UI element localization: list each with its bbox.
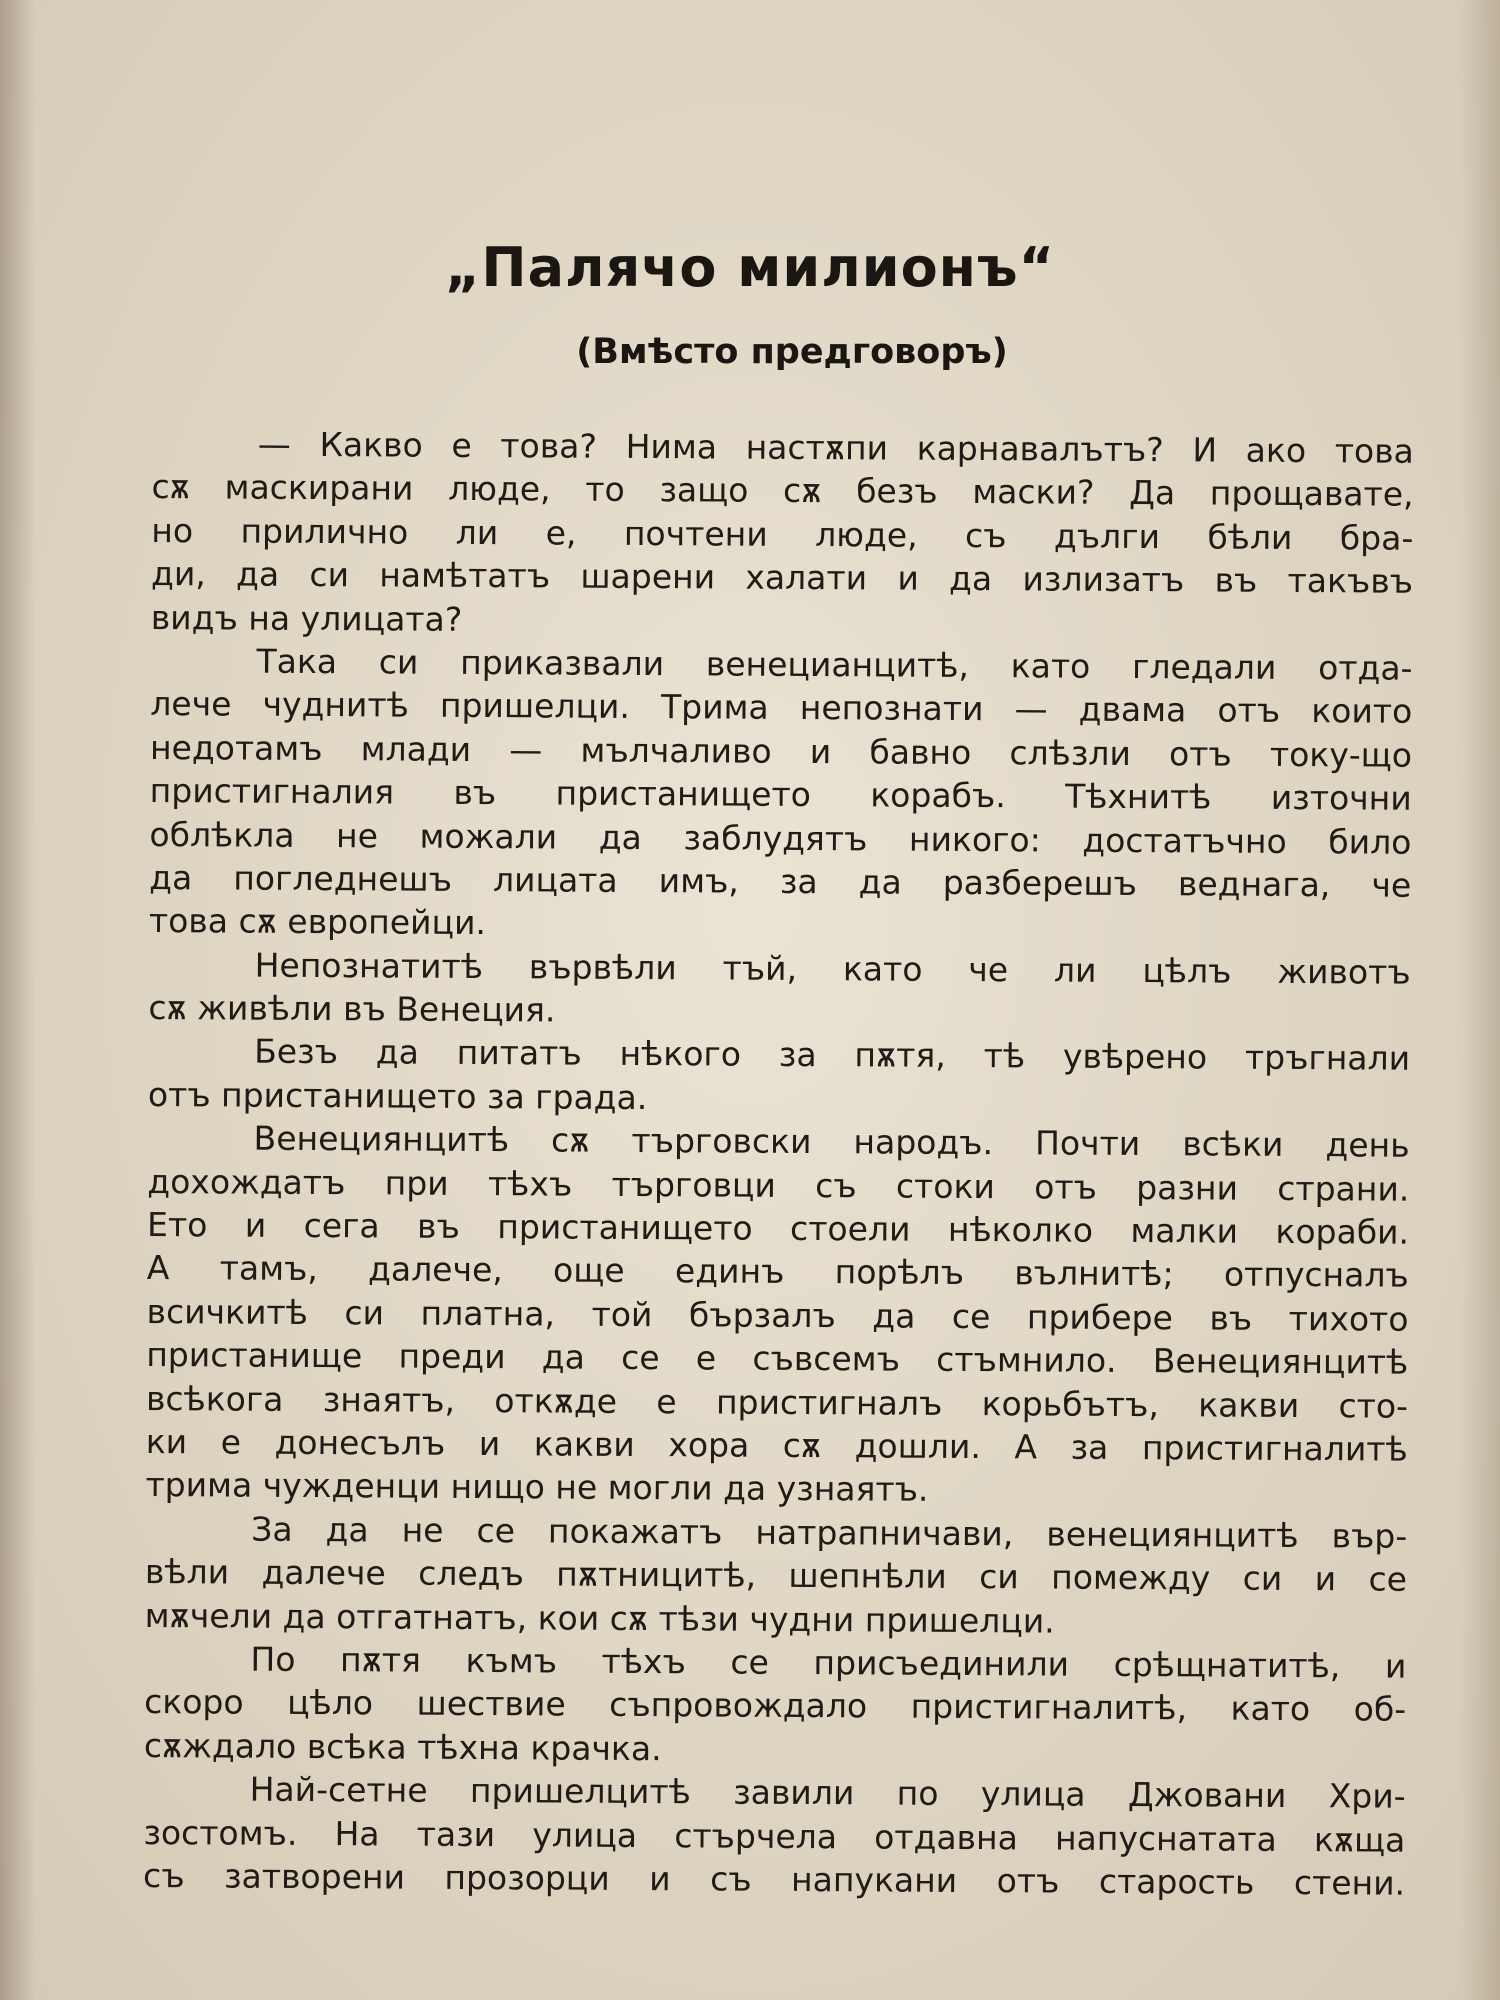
text-line: Ето и сега въ пристанището стоели нѣколко малки кораби. — [146, 1205, 1410, 1252]
page-edge-shadow — [1460, 0, 1500, 2000]
text-line: — Какво е това? Нима настѫпи карнавалътъ? И ако това — [257, 424, 1414, 471]
text-line: сѫждало всѣка тѣхна крачка. — [143, 1725, 662, 1768]
text-line: Така си приказвали венецианцитѣ, като гледали отда- — [256, 641, 1413, 688]
text-line: Безъ да питатъ нѣкого за пѫтя, тѣ увѣрено тръгнали — [254, 1032, 1411, 1079]
text-line: вѣли далече следъ пѫтницитѣ, шепнѣли си помежду си и се — [144, 1552, 1408, 1599]
text-line: сѫ живѣли въ Венеция. — [148, 988, 556, 1030]
text-line: скоро цѣло шествие съпровождало пристигналитѣ, като об- — [144, 1682, 1407, 1730]
body-text — [143, 422, 1414, 1905]
page-gutter-shadow — [0, 0, 36, 2000]
chapter-subtitle: (Вмѣсто предговоръ) — [576, 332, 1008, 372]
text-line: лече чуднитѣ пришелци. Трима непознати — двама отъ които — [150, 684, 1413, 732]
text-line: сѫ маскирани люде, то защо сѫ безъ маски? Да прощавате, — [151, 467, 1414, 515]
text-line: видъ на улицата? — [150, 597, 463, 639]
text-line: По пѫтя къмъ тѣхъ се присъединили срѣщнатитѣ, и — [250, 1639, 1407, 1686]
text-line: съ затворени прозорци и съ напукани отъ старость стени. — [143, 1855, 1406, 1903]
text-line: облѣкла не можали да заблудятъ никого: достатъчно било — [149, 814, 1412, 862]
text-line: пристигналия въ пристанището корабъ. Тѣхнитѣ източни — [149, 771, 1412, 818]
text-line: но прилично ли е, почтени люде, съ дълги бѣли бра- — [151, 510, 1414, 558]
text-line: ди, да си намѣтатъ шарени халати и да излизатъ въ такъвъ — [150, 554, 1414, 601]
text-line: Венециянцитѣ сѫ търговски народъ. Почти всѣки день — [253, 1118, 1410, 1165]
text-line: дохождатъ при тѣхъ търговци съ стоки отъ разни страни. — [147, 1161, 1410, 1209]
text-line: всѣкога знаятъ, откѫде е пристигналъ корьбътъ, какви сто- — [145, 1378, 1409, 1426]
text-line: отъ пристанището за града. — [147, 1074, 648, 1117]
text-line: ки е донесълъ и какви хора сѫ дошли. А за пристигналитѣ — [145, 1421, 1408, 1469]
text-line: трима чужденци нищо не могли да узнаятъ. — [145, 1465, 929, 1510]
text-line: Непознатитѣ вървѣли тъй, като че ли цѣлъ животъ — [254, 945, 1411, 992]
text-line: това сѫ европейци. — [148, 901, 487, 943]
text-line: А тамъ, далече, още единъ порѣлъ вълнитѣ; отпусналъ — [146, 1248, 1409, 1296]
text-line: всичкитѣ си платна, той бързалъ да се прибере въ тихото — [146, 1291, 1409, 1339]
text-line: мѫчели да отгатнатъ, кои сѫ тѣзи чудни пришелци. — [144, 1595, 1055, 1641]
text-line: недотамъ млади — мълчаливо и бавно слѣзли отъ току-що — [149, 727, 1413, 775]
text-line: За да не се покажатъ натрапничави, венециянцитѣ вър- — [251, 1509, 1408, 1556]
text-line: пристанище преди да се е съвсемъ стъмнило. Венециянцитѣ — [146, 1335, 1409, 1382]
text-line: да погледнешъ лицата имъ, за да разберешъ веднага, че — [149, 857, 1412, 905]
text-line: зостомъ. На тази улица стърчела отдавна напуснатата кѫща — [143, 1812, 1406, 1860]
text-line: Най-сетне пришелцитѣ завили по улица Джовани Хри- — [249, 1769, 1406, 1816]
chapter-title: „Палячо милионъ“ — [444, 236, 1056, 299]
